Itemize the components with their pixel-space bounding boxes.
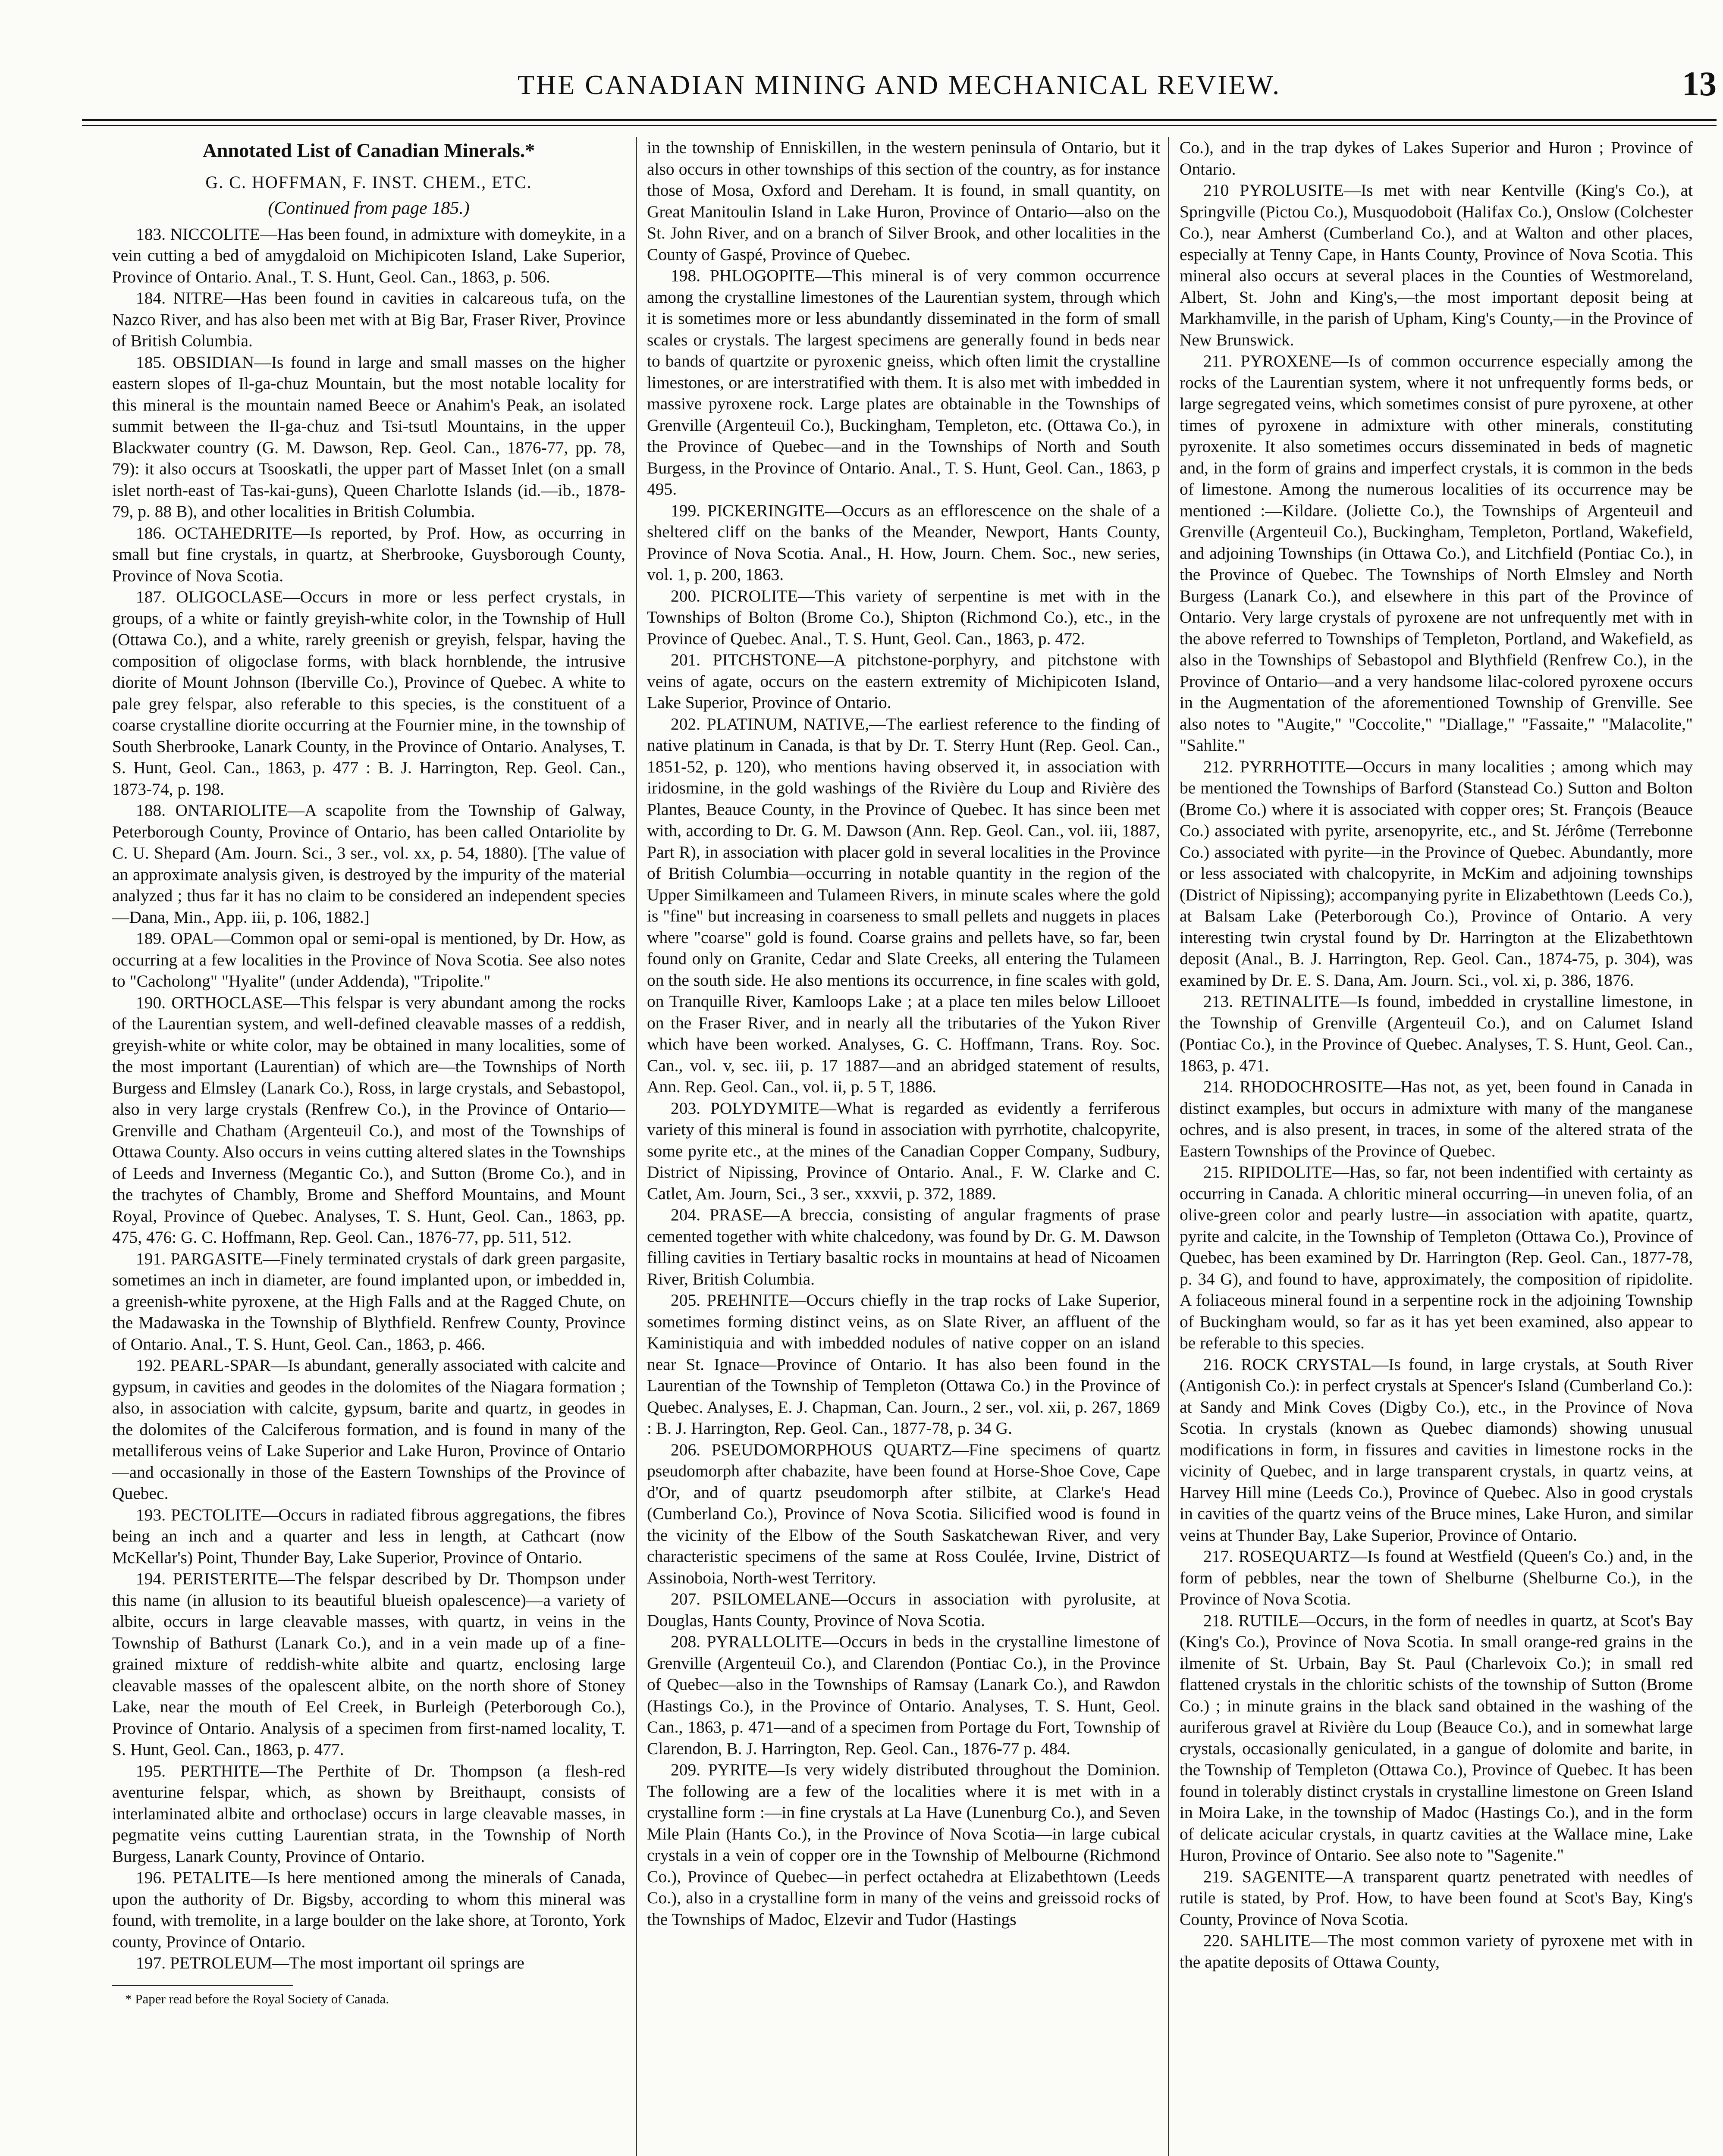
mineral-entry: 184. NITRE—Has been found in cavities in calcareous tufa, on the Nazco River, and has also been met with at Big Bar, Fraser River, Province of British Columbia. bbox=[112, 288, 625, 350]
mineral-entry: 190. ORTHOCLASE—This felspar is very abundant among the rocks of the Laurentian system, and well-defined cleavable masses of a reddish, greyish-white or white color, may be obtained in many localities, some of the most important (Laurentian) of which are—the Townships of North Burgess and Elmsley (Lanark Co.), Ross, in large crystals, and Sebastopol, also in very large crystals (Renfrew Co.), in the Province of Ontario—Grenville and Chatham (Argenteuil Co.), and most of the Townships of Ottawa County. Also occurs in veins cutting altered slates in the Townships of Leeds and Inverness (Megantic Co.), and Sutton (Brome Co.), and in the trachytes of Chambly, Brome and Shefford Mountains, and Mount Royal, Province of Quebec. Analyses, T. S. Hunt, Geol. Can., 1863, pp. 475, 476: G. C. Hoffmann, Rep. Geol. Can., 1876-77, pp. 511, 512. bbox=[112, 993, 625, 1247]
mineral-entry: 195. PERTHITE—The Perthite of Dr. Thompson (a flesh-red aventurine felspar, which, as shown by Breithaupt, consists of interlaminated albite and orthoclase) occurs in large cleavable masses, in pegmatite veins cutting Laurentian strata, in the Township of North Burgess, Lanark County, Province of Ontario. bbox=[112, 1761, 625, 1866]
mineral-entry: 192. PEARL-SPAR—Is abundant, generally associated with calcite and gypsum, in cavities and geodes in the dolomites of the Niagara formation ; also, in association with calcite, gypsum, barite and quartz, in geodes in the dolomites of the Calciferous formation, and is found in many of the metalliferous veins of Lake Superior and Lake Huron, Province of Ontario—and occasionally in those of the Eastern Townships of the Province of Quebec. bbox=[112, 1356, 625, 1503]
footnote: * Paper read before the Royal Society of Canada. bbox=[125, 1991, 389, 2006]
mineral-entry: 208. PYRALLOLITE—Occurs in beds in the crystalline limestone of Grenville (Argenteuil Co.), and Clarendon (Pontiac Co.), in the Province of Quebec—also in the Townships of Ramsay (Lanark Co.), and Rawdon (Hastings Co.), in the Province of Ontario. Analyses, T. S. Hunt, Geol. Can., 1863, p. 471—and of a specimen from Portage du Fort, Township of Clarendon, B. J. Harrington, Rep. Geol. Can., 1876-77 p. 484. bbox=[647, 1632, 1160, 1758]
mineral-entry: 219. SAGENITE—A transparent quartz penetrated with needles of rutile is stated, by Prof. How, to have been found at Scot's Bay, King's County, Province of Nova Scotia. bbox=[1180, 1867, 1693, 1929]
mineral-entry: in the township of Enniskillen, in the western peninsula of Ontario, but it also occurs in other townships of this section of the country, as for instance those of Mosa, Oxford and Dereham. It is found, in small quantity, on Great Manitoulin Island in Lake Huron, Province of Ontario—also on the St. John River, and on a branch of Silver Brook, and other localities in the County of Gaspé, Province of Quebec. bbox=[647, 138, 1160, 264]
mineral-entry: 214. RHODOCHROSITE—Has not, as yet, been found in Canada in distinct examples, but occurs in admixture with many of the manganese ochres, and is also present, in traces, in some of the altered strata of the Eastern Townships of the Province of Quebec. bbox=[1180, 1077, 1693, 1160]
mineral-entry: 202. PLATINUM, NATIVE,—The earliest reference to the finding of native platinum in Canada, is that by Dr. T. Sterry Hunt (Rep. Geol. Can., 1851-52, p. 120), who mentions having observed it, in association with iridosmine, in the gold washings of the Rivière du Loup and Rivière des Plantes, Beauce County, in the Province of Quebec. It has since been met with, according to Dr. G. M. Dawson (Ann. Rep. Geol. Can., vol. iii, 1887, Part R), in association with placer gold in several localities in the Province of British Columbia—occurring in notable quantity in the region of the Upper Similkameen and Tulameen Rivers, in minute scales where the gold is "fine" but increasing in coarseness to small pellets and nuggets in places where "coarse" gold is found. Coarse grains and pellets have, so far, been found only on Granite, Cedar and Slate Creeks, all entering the Tulameen on the south side. He also mentions its occurrence, in fine scales with gold, on Tranquille River, Kamloops Lake ; at a place ten miles below Lillooet on the Fraser River, and in nearly all the tributaries of the Yukon River which have been worked. Analyses, G. C. Hoffmann, Trans. Roy. Soc. Can., vol. v, sec. iii, p. 17 1887—and an abridged statement of results, Ann. Rep. Geol. Can., vol. ii, p. 5 T, 1886. bbox=[647, 714, 1160, 1096]
mineral-entry: Co.), and in the trap dykes of Lakes Superior and Huron ; Province of Ontario. bbox=[1180, 138, 1693, 179]
publication-title: THE CANADIAN MINING AND MECHANICAL REVIEW. bbox=[517, 69, 1281, 100]
mineral-entry: 201. PITCHSTONE—A pitchstone-porphyry, and pitchstone with veins of agate, occurs on the eastern extremity of Michipicoten Island, Lake Superior, Province of Ontario. bbox=[647, 650, 1160, 712]
mineral-entry: 193. PECTOLITE—Occurs in radiated fibrous aggregations, the fibres being an inch and a quarter and less in length, at Cathcart (now McKellar's) Point, Thunder Bay, Lake Superior, Province of Ontario. bbox=[112, 1505, 625, 1567]
mineral-entry: 189. OPAL—Common opal or semi-opal is mentioned, by Dr. How, as occurring at a few localities in the Province of Nova Scotia. See also notes to "Cacholong" "Hyalite" (under Addenda), "Tripolite." bbox=[112, 929, 625, 990]
footnote-rule bbox=[112, 1985, 293, 1986]
mineral-entry: 209. PYRITE—Is very widely distributed throughout the Dominion. The following are a few of the localities where it is met with in a crystalline form :—in fine crystals at La Have (Lunenburg Co.), and Seven Mile Plain (Hants Co.), in the Province of Nova Scotia—in large cubical crystals in a vein of copper ore in the Township of Melbourne (Richmond Co.), Province of Quebec—in perfect octahedra at Elizabethtown (Leeds Co.), also in a crystalline form in many of the veins and greissoid rocks of the Townships of Madoc, Elzevir and Tudor (Hastings bbox=[647, 1760, 1160, 1929]
mineral-entry: 218. RUTILE—Occurs, in the form of needles in quartz, at Scot's Bay (King's Co.), Province of Nova Scotia. In small orange-red grains in the ilmenite of St. Urbain, Bay St. Paul (Charlevoix Co.); in small red flattened crystals in the chloritic schists of the township of Sutton (Brome Co.) ; in minute grains in the black sand obtained in the washing of the auriferous gravel at Rivière du Loup (Beauce Co.), and in somewhat large crystals, occasionally geniculated, in a gangue of dolomite and barite, in the Township of Templeton (Ottawa Co.), Province of Quebec. It has been found in tolerably distinct crystals in crystalline limestone on Green Island in Moira Lake, in the township of Madoc (Hastings Co.), and in the form of delicate acicular crystals, in quartz cavities at the Wallace mine, Lake Huron, Province of Ontario. See also note to "Sagenite." bbox=[1180, 1611, 1693, 1865]
mineral-entry: 205. PREHNITE—Occurs chiefly in the trap rocks of Lake Superior, sometimes forming distinct veins, as on Slate River, an affluent of the Kaministiquia and with imbedded nodules of native copper on an island near St. Ignace—Province of Ontario. It has also been found in the Laurentian of the Township of Templeton (Ottawa Co.) in the Province of Quebec. Analyses, E. J. Chapman, Can. Journ., 2 ser., vol. xii, p. 267, 1869 : B. J. Harrington, Rep. Geol. Can., 1877-78, p. 34 G. bbox=[647, 1291, 1160, 1438]
column-divider-2 bbox=[1168, 137, 1169, 2156]
mineral-entry: 200. PICROLITE—This variety of serpentine is met with in the Townships of Bolton (Brome Co.), Shipton (Richmond Co.), etc., in the Province of Quebec. Anal., T. S. Hunt, Geol. Can., 1863, p. 472. bbox=[647, 586, 1160, 648]
mineral-entry: 188. ONTARIOLITE—A scapolite from the Township of Galway, Peterborough County, Province of Ontario, has been called Ontariolite by C. U. Shepard (Am. Journ. Sci., 3 ser., vol. xx, p. 54, 1880). [The value of an approximate analysis given, is destroyed by the impurity of the material analyzed ; thus far it has no claim to be considered an independent species—Dana, Min., App. iii, p. 106, 1882.] bbox=[112, 801, 625, 927]
column-divider-1 bbox=[636, 137, 637, 2156]
mineral-entry: 203. POLYDYMITE—What is regarded as evidently a ferriferous variety of this mineral is found in association with pyrrhotite, chalcopyrite, some pyrite etc., at the mines of the Canadian Copper Company, Sudbury, District of Nipissing, Province of Ontario. Anal., F. W. Clarke and C. Catlet, Am. Journ, Sci., 3 ser., xxxvii, p. 372, 1889. bbox=[647, 1098, 1160, 1203]
mineral-entry: 199. PICKERINGITE—Occurs as an efflorescence on the shale of a sheltered cliff on the banks of the Meander, Newport, Hants County, Province of Nova Scotia. Anal., H. How, Journ. Chem. Soc., new series, vol. 1, p. 200, 1863. bbox=[647, 501, 1160, 584]
mineral-entry: 212. PYRRHOTITE—Occurs in many localities ; among which may be mentioned the Townships of Barford (Stanstead Co.) Sutton and Bolton (Brome Co.) where it is associated with copper ores; St. François (Beauce Co.) associated with pyrite, arsenopyrite, etc., and St. Jérôme (Terrebonne Co.) associated with pyrite—in the Province of Quebec. Abundantly, more or less associated with chalcopyrite, in McKim and adjoining townships (District of Nipissing); accompanying pyrite in Elizabethtown (Leeds Co.), at Balsam Lake (Peterborough Co.), Province of Ontario. A very interesting twin crystal found by Dr. Harrington at the Elizabethtown deposit (Anal., B. J. Harrington, Rep. Geol. Can., 1874-75, p. 304), was examined by Dr. E. S. Dana, Am. Journ. Sci., vol. xi, p. 386, 1876. bbox=[1180, 757, 1693, 990]
mineral-entry: 194. PERISTERITE—The felspar described by Dr. Thompson under this name (in allusion to its beautiful blueish opalescence)—a variety of albite, occurs in large cleavable masses, with quartz, in veins in the Township of Bathurst (Lanark Co.), and in a vein made up of a fine-grained mixture of reddish-white albite and quartz, enclosing large cleavable masses of the opalescent albite, on the north shore of Stoney Lake, near the mouth of Eel Creek, in Burleigh (Peterborough Co.), Province of Ontario. Analysis of a specimen from first-named locality, T. S. Hunt, Geol. Can., 1863, p. 477. bbox=[112, 1569, 625, 1759]
mineral-entry: 216. ROCK CRYSTAL—Is found, in large crystals, at South River (Antigonish Co.): in perfect crystals at Spencer's Island (Cumberland Co.): at Sandy and Mink Coves (Digby Co.), etc., in the Province of Nova Scotia. In crystals (known as Quebec diamonds) showing unusual modifications in form, in fissures and cavities in limestone rocks in the vicinity of Quebec, and in large transparent crystals, in quartz veins, at Harvey Hill mine (Leeds Co.), Province of Quebec. Also in good crystals in cavities of the quartz veins of the Bruce mines, Lake Huron, and similar veins at Thunder Bay, Lake Superior, Province of Ontario. bbox=[1180, 1354, 1693, 1545]
column-3 bbox=[1180, 137, 1693, 2156]
mineral-entry: 220. SAHLITE—The most common variety of pyroxene met with in the apatite deposits of Ottawa County, bbox=[1180, 1931, 1693, 1971]
mineral-entry: 196. PETALITE—Is here mentioned among the minerals of Canada, upon the authority of Dr. Bigsby, according to whom this mineral was found, with tremolite, in a large boulder on the lake shore, at Toronto, York county, Province of Ontario. bbox=[112, 1868, 625, 1951]
continued-note: (Continued from page 185.) bbox=[268, 198, 470, 218]
mineral-entry: 210 PYROLUSITE—Is met with near Kentville (King's Co.), at Springville (Pictou Co.), Musquodoboit (Halifax Co.), Onslow (Colchester Co.), near Amherst (Cumberland Co.), and at Walton and other places, especially at Tenny Cape, in Hants County, Province of Nova Scotia. This mineral also occurs at several places in the Counties of Westmoreland, Albert, St. John and King's,—the most important deposit being at Markhamville, in the parish of Upham, King's County,—in the Province of New Brunswick. bbox=[1180, 181, 1693, 349]
mineral-entry: 215. RIPIDOLITE—Has, so far, not been indentified with certainty as occurring in Canada. A chloritic mineral occurring—in uneven folia, of an olive-green color and pearly lustre—in association with apatite, quartz, pyrite and calcite, in the Township of Templeton (Ottawa Co.), Province of Quebec, has been examined by Dr. Harrington (Rep. Geol. Can., 1877-78, p. 34 G), and found to have, approximately, the composition of ripidolite. A foliaceous mineral found in a serpentine rock in the adjoining Township of Buckingham would, so far as it has yet been examined, also appear to be referable to this species. bbox=[1180, 1163, 1693, 1352]
mineral-entry: 213. RETINALITE—Is found, imbedded in crystalline limestone, in the Township of Grenville (Argenteuil Co.), and on Calumet Island (Pontiac Co.), in the Province of Quebec. Analyses, T. S. Hunt, Geol. Can., 1863, p. 471. bbox=[1180, 992, 1693, 1075]
column-2 bbox=[647, 137, 1160, 2156]
mineral-entry: 186. OCTAHEDRITE—Is reported, by Prof. How, as occurring in small but fine crystals, in quartz, at Sherbrooke, Guysborough County, Province of Nova Scotia. bbox=[112, 523, 625, 585]
column-1-body bbox=[112, 224, 625, 1974]
mineral-entry: 185. OBSIDIAN—Is found in large and small masses on the higher eastern slopes of Il-ga-chuz Mountain, but the most notable locality for this mineral is the mountain named Beece or Anahim's Peak, an isolated summit between the Il-ga-chuz and Tsi-tsutl Mountains, in the upper Blackwater country (G. M. Dawson, Rep. Geol. Can., 1876-77, pp. 78, 79): it also occurs at Tsooskatli, the upper part of Masset Inlet (on a small islet north-east of Tas-kai-guns), Queen Charlotte Islands (id.—ib., 1878-79, p. 88 B), and other localities in British Columbia. bbox=[112, 352, 625, 521]
mineral-entry: 183. NICCOLITE—Has been found, in admixture with domeykite, in a vein cutting a bed of amygdaloid on Michipicoten Island, Lake Superior, Province of Ontario. Anal., T. S. Hunt, Geol. Can., 1863, p. 506. bbox=[112, 224, 625, 286]
mineral-entry: 207. PSILOMELANE—Occurs in association with pyrolusite, at Douglas, Hants County, Province of Nova Scotia. bbox=[647, 1589, 1160, 1630]
article-heading: Annotated List of Canadian Minerals.* bbox=[202, 139, 535, 161]
mineral-entry: 191. PARGASITE—Finely terminated crystals of dark green pargasite, sometimes an inch in diameter, are found implanted upon, or imbedded in, a greenish-white pyroxene, at the High Falls and at the Ragged Chute, on the Madawaska in the Township of Blythfield. Renfrew County, Province of Ontario. Anal., T. S. Hunt, Geol. Can., 1863, p. 466. bbox=[112, 1249, 625, 1354]
column-2-body bbox=[647, 137, 1160, 1930]
mineral-entry: 187. OLIGOCLASE—Occurs in more or less perfect crystals, in groups, of a white or faintly greyish-white color, in the Township of Hull (Ottawa Co.), and a white, rarely greenish or greyish, felspar, having the composition of oligoclase forms, with black hornblende, the intrusive diorite of Mount Johnson (Iberville Co.), Province of Quebec. A white to pale grey felspar, also referable to this species, is the constituent of a coarse crystalline diorite occurring at the Fournier mine, in the township of South Sherbrooke, Lanark County, in the Province of Ontario. Analyses, T. S. Hunt, Geol. Can., 1863, p. 477 : B. J. Harrington, Rep. Geol. Can., 1873-74, p. 198. bbox=[112, 587, 625, 799]
mineral-entry: 197. PETROLEUM—The most important oil springs are bbox=[136, 1953, 524, 1972]
mineral-entry: 204. PRASE—A breccia, consisting of angular fragments of prase cemented together with white chalcedony, was found by Dr. G. M. Dawson filling cavities in Tertiary basaltic rocks in mountains at head of Nicoamen River, British Columbia. bbox=[647, 1205, 1160, 1288]
column-1 bbox=[112, 137, 625, 2156]
header-rule-thin bbox=[82, 125, 1717, 126]
mineral-entry: 211. PYROXENE—Is of common occurrence especially among the rocks of the Laurentian system, where it not unfrequently forms beds, or large segregated veins, which sometimes consist of pure pyroxene, at other times of pyroxene in admixture with other minerals, constituting pyroxenite. It also sometimes occurs disseminated in beds of magnetic and, in the form of grains and imperfect crystals, it is common in the beds of limestone. Among the numerous localities of its occurrence may be mentioned :—Kildare. (Joliette Co.), the Townships of Argenteuil and Grenville (Argenteuil Co.), Buckingham, Templeton, Portland, Wakefield, and adjoining Townships (in Ottawa Co.), and Litchfield (Pontiac Co.), in the Province of Quebec. The Townships of North Elmsley and North Burgess (Lanark Co.), and elsewhere in this part of the Province of Ontario. Very large crystals of pyroxene are not unfrequently met with in the above referred to Townships of Templeton, Portland, and Wakefield, as also in the Townships of Sebastopol and Blythfield (Renfrew Co.), in the Province of Ontario—and a very handsome lilac-colored pyroxene occurs in the Augmentation of the aforementioned Township of Grenville. See also notes to "Augite," "Coccolite," "Diallage," "Fassaite," "Malacolite," "Sahlite." bbox=[1180, 351, 1693, 755]
article-author: G. C. HOFFMAN, F. INST. CHEM., ETC. bbox=[205, 172, 532, 192]
header-rule bbox=[82, 119, 1717, 121]
mineral-entry: 217. ROSEQUARTZ—Is found at Westfield (Queen's Co.) and, in the form of pebbles, near the town of Shelburne (Shelburne Co.), in the Province of Nova Scotia. bbox=[1180, 1547, 1693, 1608]
page-number: 13 bbox=[1682, 65, 1717, 103]
mineral-entry: 198. PHLOGOPITE—This mineral is of very common occurrence among the crystalline limestones of the Laurentian system, through which it is sometimes more or less abundantly disseminated in the form of small scales or crystals. The largest specimens are generally found in beds near to bands of quartzite or pyroxenic gneiss, which often limit the crystalline limestones, or are interstratified with them. It is also met with imbedded in massive pyroxene rock. Large plates are obtainable in the Townships of Grenville (Argenteuil Co.), Buckingham, Templeton, etc. (Ottawa Co.), in the Province of Quebec—and in the Townships of North and South Burgess, in the Province of Ontario. Anal., T. S. Hunt, Geol. Can., 1863, p 495. bbox=[647, 266, 1160, 498]
mineral-entry: 206. PSEUDOMORPHOUS QUARTZ—Fine specimens of quartz pseudomorph after chabazite, have been found at Horse-Shoe Cove, Cape d'Or, and of quartz pseudomorph after stilbite, at Clarke's Head (Cumberland Co.), Province of Nova Scotia. Silicified wood is found in the vicinity of the Elbow of the South Saskatchewan River, and very characteristic specimens of the same at Ross Coulée, Irvine, District of Assinoboia, North-west Territory. bbox=[647, 1440, 1160, 1587]
column-3-body bbox=[1180, 137, 1693, 1973]
